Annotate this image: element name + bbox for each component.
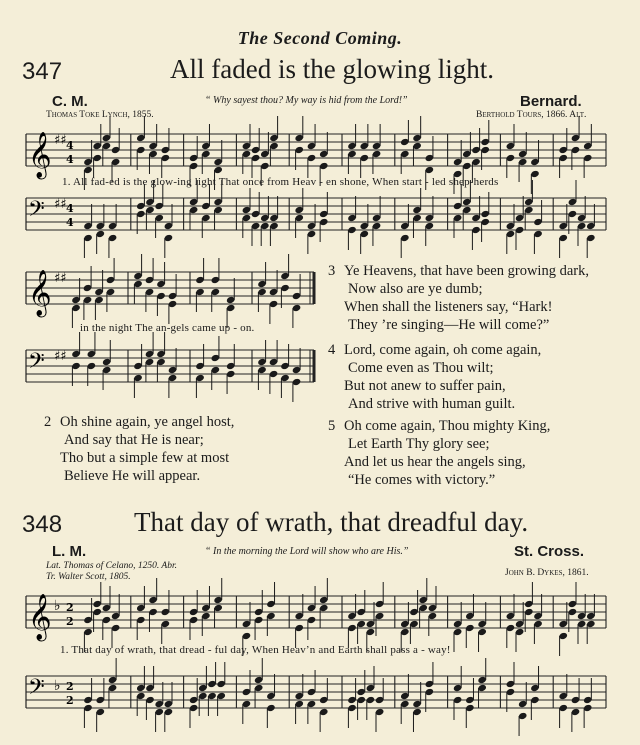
bass-clef-icon: 𝄢 <box>28 349 45 379</box>
time-signature: 2 <box>66 680 74 693</box>
stanza-line: Oh come again, Thou mighty King, <box>344 418 551 434</box>
section-title: The Second Coming. <box>237 28 403 48</box>
stanza-line: “He comes with victory.” <box>348 472 496 488</box>
stanza-line: Now also are ye dumb; <box>348 281 483 297</box>
meter-347: C. M. <box>52 93 88 110</box>
stanza-line: Believe He will appear. <box>64 468 201 484</box>
treble-clef-icon: 𝄞 <box>28 132 52 178</box>
stanza-line: Oh shine again, ye angel host, <box>60 414 235 430</box>
author-348-line1: Lat. Thomas of Celano, 1250. Abr. <box>46 561 177 571</box>
key-signature: ♭ <box>54 678 61 694</box>
time-signature: 4 <box>66 153 74 166</box>
stanza-line: And let us hear the angels sing, <box>344 454 526 470</box>
tune-name-347: Bernard. <box>520 93 582 110</box>
staff-bass-348b <box>26 670 616 720</box>
staff-treble-348a <box>26 588 616 644</box>
scripture-347: “ Why sayest thou? My way is hid from the Lord!” <box>205 95 408 106</box>
notes-347c <box>71 254 301 328</box>
staff-treble-347c <box>26 264 326 324</box>
hymn-number-348: 348 <box>22 511 63 538</box>
stanza-line: Tho but a simple few at most <box>60 450 230 466</box>
meter-348: L. M. <box>52 543 87 560</box>
tune-name-348: St. Cross. <box>514 543 585 560</box>
stanza-5 <box>328 417 550 489</box>
treble-clef-icon: 𝄞 <box>28 594 52 640</box>
stanza-number: 4 <box>328 342 336 358</box>
stanza-line: They ’re singing—He will come?” <box>348 317 550 333</box>
hymn-title-347: All faded is the glowing light. <box>170 54 494 84</box>
stanza-line: Ye Heavens, that have been growing dark, <box>344 263 589 279</box>
notes-347d <box>71 332 301 402</box>
time-signature: 2 <box>66 601 74 614</box>
stanza-line: Let Earth Thy glory see; <box>348 436 490 452</box>
stanza-3 <box>328 262 589 334</box>
time-signature: 2 <box>66 694 74 707</box>
lyrics-347-line1: 1. All fad-ed is the glow-ing light That once from Heav - en shone, When start - led shep-herds <box>62 176 499 188</box>
composer-347: Berthold Tours, 1866. Alt. <box>476 110 587 120</box>
staff-bass-347d <box>26 344 326 394</box>
time-signature: 4 <box>66 139 74 152</box>
stanza-number: 3 <box>328 263 336 279</box>
author-348-line2: Tr. Walter Scott, 1805. <box>46 572 131 582</box>
scripture-348: “ In the morning the Lord will show who are His.” <box>205 546 409 557</box>
key-signature: ♯♯ <box>54 271 67 286</box>
notes-347b <box>83 180 595 258</box>
lyrics-348-line1: 1. That day of wrath, that dread - ful day, When Heav’n and Earth shall pass a - way! <box>60 644 451 656</box>
stanza-4 <box>328 341 541 413</box>
notes-348b <box>83 658 592 736</box>
bass-clef-icon: 𝄢 <box>28 197 45 227</box>
stanza-line: And strive with human guilt. <box>348 396 516 412</box>
time-signature: 2 <box>66 615 74 628</box>
stanza-number: 2 <box>44 414 52 430</box>
key-signature: ♯♯ <box>54 197 67 212</box>
stanza-line: Lord, come again, oh come again, <box>344 342 542 358</box>
stanza-line: But not anew to suffer pain, <box>344 378 506 394</box>
stanza-line: When shall the listeners say, “Hark! <box>344 299 553 315</box>
bass-clef-icon: 𝄢 <box>28 675 45 705</box>
hymn-title-348: That day of wrath, that dreadful day. <box>134 507 529 537</box>
lyrics-347-line2: in the night The an-gels came up - on. <box>80 322 255 334</box>
stanza-number: 5 <box>328 418 336 434</box>
key-signature: ♭ <box>54 598 61 614</box>
stanza-line: And say that He is near; <box>64 432 204 448</box>
key-signature: ♯♯ <box>54 349 67 364</box>
key-signature: ♯♯ <box>54 133 67 148</box>
stanza-line: Come even as Thou wilt; <box>348 360 494 376</box>
hymn-number-347: 347 <box>22 58 63 85</box>
author-347: Thomas Toke Lynch, 1855. <box>46 110 154 120</box>
treble-clef-icon: 𝄞 <box>28 270 52 316</box>
time-signature: 4 <box>66 216 74 229</box>
stanza-2 <box>44 413 234 485</box>
time-signature: 4 <box>66 202 74 215</box>
composer-348: John B. Dykes, 1861. <box>505 568 589 578</box>
staff-bass-347a <box>26 192 616 242</box>
